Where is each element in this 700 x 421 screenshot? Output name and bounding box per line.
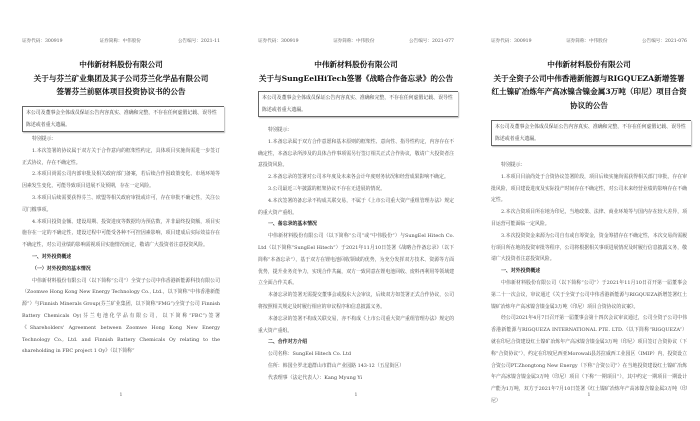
paragraph: 3.公司最近三年披露的框架协议不存在无进展的情况。 — [268, 185, 386, 192]
paragraph: 住所：韩国全罗北道群山市群山产业园路 143-12（五星街区） — [268, 362, 405, 369]
page-header — [258, 38, 454, 44]
page-number: 1 — [119, 392, 123, 398]
document-body — [491, 160, 687, 404]
document-body — [258, 125, 454, 385]
section-heading: 一、对外投资概述 — [32, 253, 72, 260]
paragraph: 代表理事（法定代表人）：Kang Myung Yi — [268, 374, 363, 381]
page-number: 1 — [587, 392, 591, 398]
title-line: 关于与SungEelHiTech签署《战略合作备忘录》的公告 — [258, 73, 454, 83]
page-header — [22, 38, 220, 44]
paragraph: 3.本次投资资金来源为公司自有或自筹资金，资金筹措存在不确定性，本次交易尚需履行项目所在地的投资审批等程序，公司将根据相关事项进展情况及时履行信息披露义务，敬请广大投资者注意投资风险。 — [491, 232, 687, 263]
page-title — [22, 58, 220, 99]
document-page-1 — [22, 0, 220, 421]
company-name: 中伟新材料股份有限公司 — [314, 60, 398, 69]
paragraph: 1.本次签署的协议属于双方关于合作意向的框架性约定，具体项目实施尚需进一步签订正式协议，存在不确定性。 — [22, 147, 220, 166]
disclaimer-box: 本公司及董事会全体成员保证公告内容真实、准确和完整，不存在任何虚假记载、误导性陈述或者重大遗漏。 — [258, 91, 458, 117]
company-name: 中伟新材料股份有限公司 — [79, 60, 163, 69]
paragraph: 中伟新材料股份有限公司（以下简称“公司”或“中伟股份”）与SungEel Hitech Co. Ltd（以下简称“SungEel Hitech”）于2021年11月10日签署《战略合作备忘录》（以下简称“本备忘录”），基于双方在锂电池回收领域的优势，为充分发挥双方技术、资源等方面优势，提升业务竞争力，实现合作共赢，双方一致同意在锂电池回收、废料再利用等领域建立全面合作关系。 — [258, 233, 454, 287]
stock-short-name: 证券简称：中伟股份 — [99, 39, 141, 44]
section-heading: 一、备忘录的基本情况 — [268, 221, 317, 228]
paragraph: 中伟新材料股份有限公司（以下简称“公司”）于2021年11月10日召开第一届董事会第二十一次会议，审议通过《关于全资子公司中伟香港新能源与RIGQUEZA新增签署红土镍矿冶炼年产高冰镍含镍金属3万吨（印尼）项目合资协议的议案》。 — [491, 279, 687, 310]
announcement-number: 公告编号：2021-11 — [177, 39, 220, 44]
company-name: 中伟新材料股份有限公司 — [547, 60, 631, 69]
paragraph: 中伟新材料股份有限公司（以下简称“公司”）全资子公司中伟香港新能源科技有限公司（Zoomwe Hong Kong New Energy Technology Co., Ltd.，以下简称“中伟香港新能源”）与Finnish Minerals Group(芬兰矿业集团，以下简称“FMG”)全资子公司 Finnish Battery Chemicals Oy(芬兰电池化学品有限公司，以下简称“FBC”)签署《Shareholders' Agreement between Zoomwe Hong Kong New Energy Technology Co., Ltd. and Finnish Battery Chemicals Oy relating to the shareholding in FBC project 1 Oy》（以下简称“ — [22, 277, 220, 355]
section-heading: （一）对外投资的基本情况 — [32, 265, 91, 272]
paragraph: 经公司2021年4月7日召开第一届董事会第十四次会议审议通过，公司全资子公司中伟香港新能源与RIGQUEZA INTERNATIONAL PTE. LTD.（以下简称“RIGQUEZA”）就在印尼合资建设红土镍矿冶炼年产高冰镍含镍金属3万吨（印尼）项目签订合资协议（下称“合资协议”），约定在印度尼西亚Morowali县苏拉威西工业园区（IMIP）内，投资设立合资公司PT.Zhongtong New Energy（下称“合资公司”）在当地投资建设红土镍矿冶炼年产高冰镍含镍金属3万吨（印尼）项目（下称“一期项目”），其中约定一期项目一期设计产能为1万吨，双方于2021年7月10日签署《红土镍矿冶炼年产高冰镍含镍金属3万吨（印尼） — [491, 315, 687, 404]
page-title — [258, 58, 454, 85]
paragraph: 公司名称：SungEel Hitech Co. Ltd — [268, 351, 352, 358]
disclaimer-box: 本公司及董事会全体成员保证公告内容真实、准确和完整，不存在任何虚假记载、误导性陈述或者重大遗漏。 — [22, 106, 224, 132]
page-number: 1 — [354, 392, 358, 398]
stock-code: 证券代码：300919 — [258, 39, 299, 44]
title-line: 红土镍矿冶炼年产高冰镍含镍金属3万吨（印尼）项目合资 — [491, 87, 687, 96]
paragraph: 2.本备忘录的签署对公司本年度及未来各会计年度财务状况和经营成果影响不确定。 — [268, 174, 449, 181]
title-line: 协议的公告 — [570, 100, 608, 110]
disclaimer-box: 本公司及董事会全体成员保证公告内容真实、准确和完整，不存在任何虚假记载、误导性陈述或者重大遗漏。 — [491, 120, 691, 146]
page-header — [491, 38, 687, 44]
document-page-2 — [258, 0, 454, 421]
document-page-3 — [491, 0, 687, 421]
paragraph: 4.本次签署的备忘录不构成关联交易，不属于《上市公司重大资产重组管理办法》规定的重大资产重组。 — [258, 197, 454, 216]
document-body — [22, 134, 220, 358]
paragraph: 3.本项目后续需要获得芬兰、欧盟等相关政府审批或许可，存在审批不确定性，关注公司门槛事项。 — [22, 194, 220, 213]
title-line: 签署芬兰前驱体项目投资协议书的公告 — [56, 87, 186, 96]
paragraph: 1.本备忘录属于双方合作意愿和基本原则的框架性、意向性、指导性约定，内容存在不确定性，本备忘录所涉及的具体合作事项需另行签订相关正式合作协议，敬请广大投资者注意投资风险。 — [258, 138, 454, 169]
stock-code: 证券代码：300919 — [491, 39, 532, 44]
section-heading: 二、合作对方介绍 — [268, 339, 308, 346]
paragraph: 特别提示： — [32, 136, 57, 142]
announcement-number: 公告编号：2021-076 — [642, 39, 687, 44]
title-line: 关于与芬兰矿业集团及其子公司芬兰化学品有限公司 — [33, 73, 209, 83]
paragraph: 1.本项目目前尚处于合资协议签署阶段，项目后续实施尚需获得相关部门审批，存在审批风险，项目建设进度及实际投产时间存在不确定性，对公司未来经营业绩的影响存在不确定性。 — [491, 173, 687, 204]
paragraph: 本备忘录的签署不构成关联交易，亦不构成《上市公司重大资产重组管理办法》规定的重大资产重组。 — [258, 315, 454, 334]
title-line: 关于全资子公司中伟香港新能源与RIGQUEZA新增签署 — [493, 73, 685, 83]
stock-short-name: 证券简称：中伟股份 — [333, 39, 375, 44]
paragraph: 2.本次合资项目所在地为印尼，当地政策、法律、商业环境等与国内存在较大差异，项目运营可能面临一定风险。 — [491, 209, 687, 227]
paragraph: 2.本项目尚需公司内部审批及相关政府部门备案，若后续合作因政策变化、市场环境等因素发生变化，可能导致项目进展不及预期，存在一定风险。 — [22, 171, 220, 190]
paragraph: 4.本项目投资金额、建设周期、投资进度等数据均为预估数，并非最终投资额，项目实施存在一定的不确定性，建设过程中可能受各种不可控因素影响，项目建成后实际效益存在不确定性，对公司业绩的影响需视项目实施情况而定，敬请广大投资者注意投资风险。 — [22, 218, 220, 249]
page-title — [491, 58, 687, 112]
paragraph: 特别提示： — [501, 162, 526, 168]
stock-short-name: 证券简称：中伟股份 — [566, 39, 608, 44]
paragraph: 本备忘录的签署无需提交董事会或股东大会审议，后续双方如签署正式合作协议，公司将按照相关规定及时履行相应的审议程序和信息披露义务。 — [258, 292, 454, 310]
paragraph: 特别提示： — [268, 127, 293, 133]
stock-code: 证券代码：300919 — [22, 39, 63, 44]
announcement-number: 公告编号：2021-077 — [409, 39, 454, 44]
section-heading: 一、对外投资概述 — [501, 268, 541, 275]
